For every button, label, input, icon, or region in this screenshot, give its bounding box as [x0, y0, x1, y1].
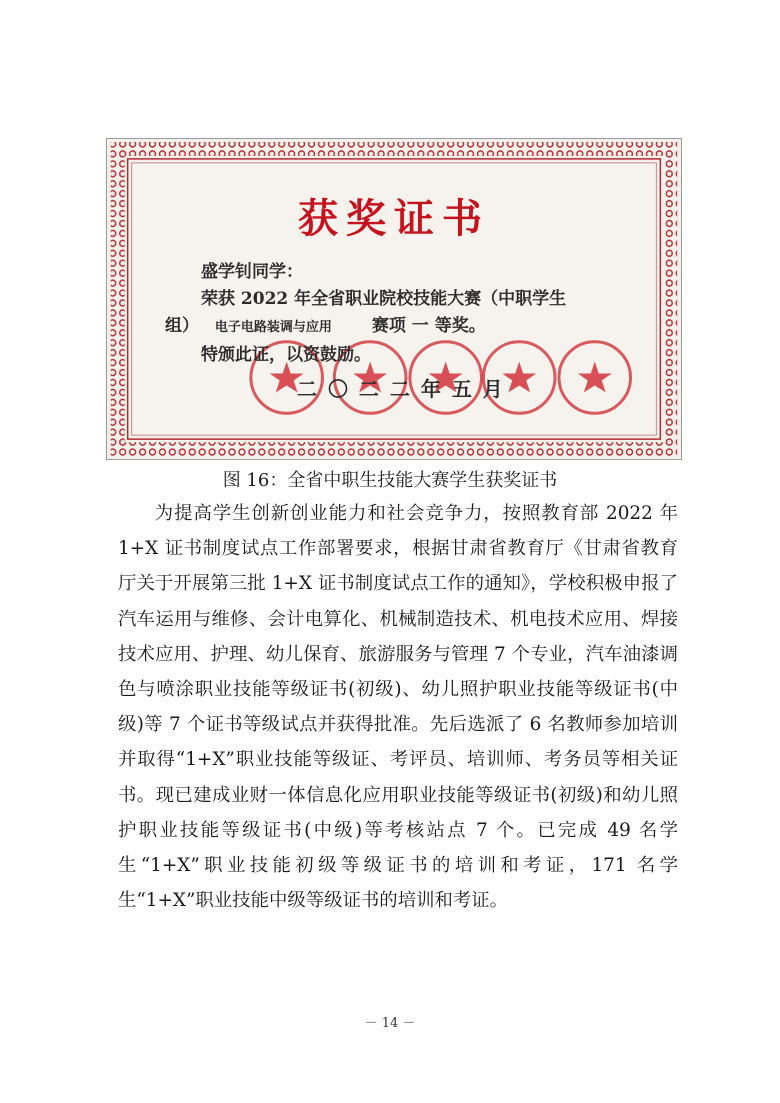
- certificate-award-line2: [165, 311, 486, 336]
- award-line2-suffix: 赛项 一 等奖。: [371, 316, 486, 336]
- figure-caption: 图 16：全省中职生技能大赛学生获奖证书: [222, 470, 558, 491]
- certificate-date: 二 〇 二 二 年 五 月: [297, 377, 505, 401]
- certificate-photo: [106, 138, 682, 460]
- certificate-award-line1: 荣获 2022 年全省职业院校技能大赛（中职学生: [201, 289, 567, 309]
- award-line2-prefix: 组）: [165, 316, 199, 336]
- body-paragraph-container: [118, 496, 678, 918]
- page-number: － 14 －: [364, 1016, 416, 1031]
- event-name: 电子电路装调与应用: [214, 320, 332, 335]
- certificate-commendation: 特颁此证，以资鼓励。: [201, 345, 371, 365]
- certificate-recipient: 盛学钊同学：: [201, 262, 303, 282]
- certificate-title: 获奖证书: [298, 195, 490, 242]
- body-paragraph: 为提高学生创新创业能力和社会竞争力，按照教育部 2022 年 1+X 证书制度试点工作部署要求，根据甘肃省教育厅《甘肃省教育厅关于开展第三批 1+X 证书制度试点工作的通知》，学校积极申报了汽车运用与维修、会计电算化、机械制造技术、机电技术应用、焊接技术应用、护理、幼儿保育、旅游服务与管理 7 个专业，汽车油漆调色与喷涂职业技能等级证书(初级)、幼儿照护职业技能等级证书(中级)等 7 个证书等级试点并获得批准。先后选派了 6 名教师参加培训并取得“1+X”职业技能等级证、考评员、培训师、考务员等相关证书。现已建成业财一体信息化应用职业技能等级证书(初级)和幼儿照护职业技能等级证书(中级)等考核站点 7 个。已完成 49 名学生“1+X”职业技能初级等级证书的培训和考证，171 名学生“1+X”职业技能中级等级证书的培训和考证。: [118, 503, 678, 912]
